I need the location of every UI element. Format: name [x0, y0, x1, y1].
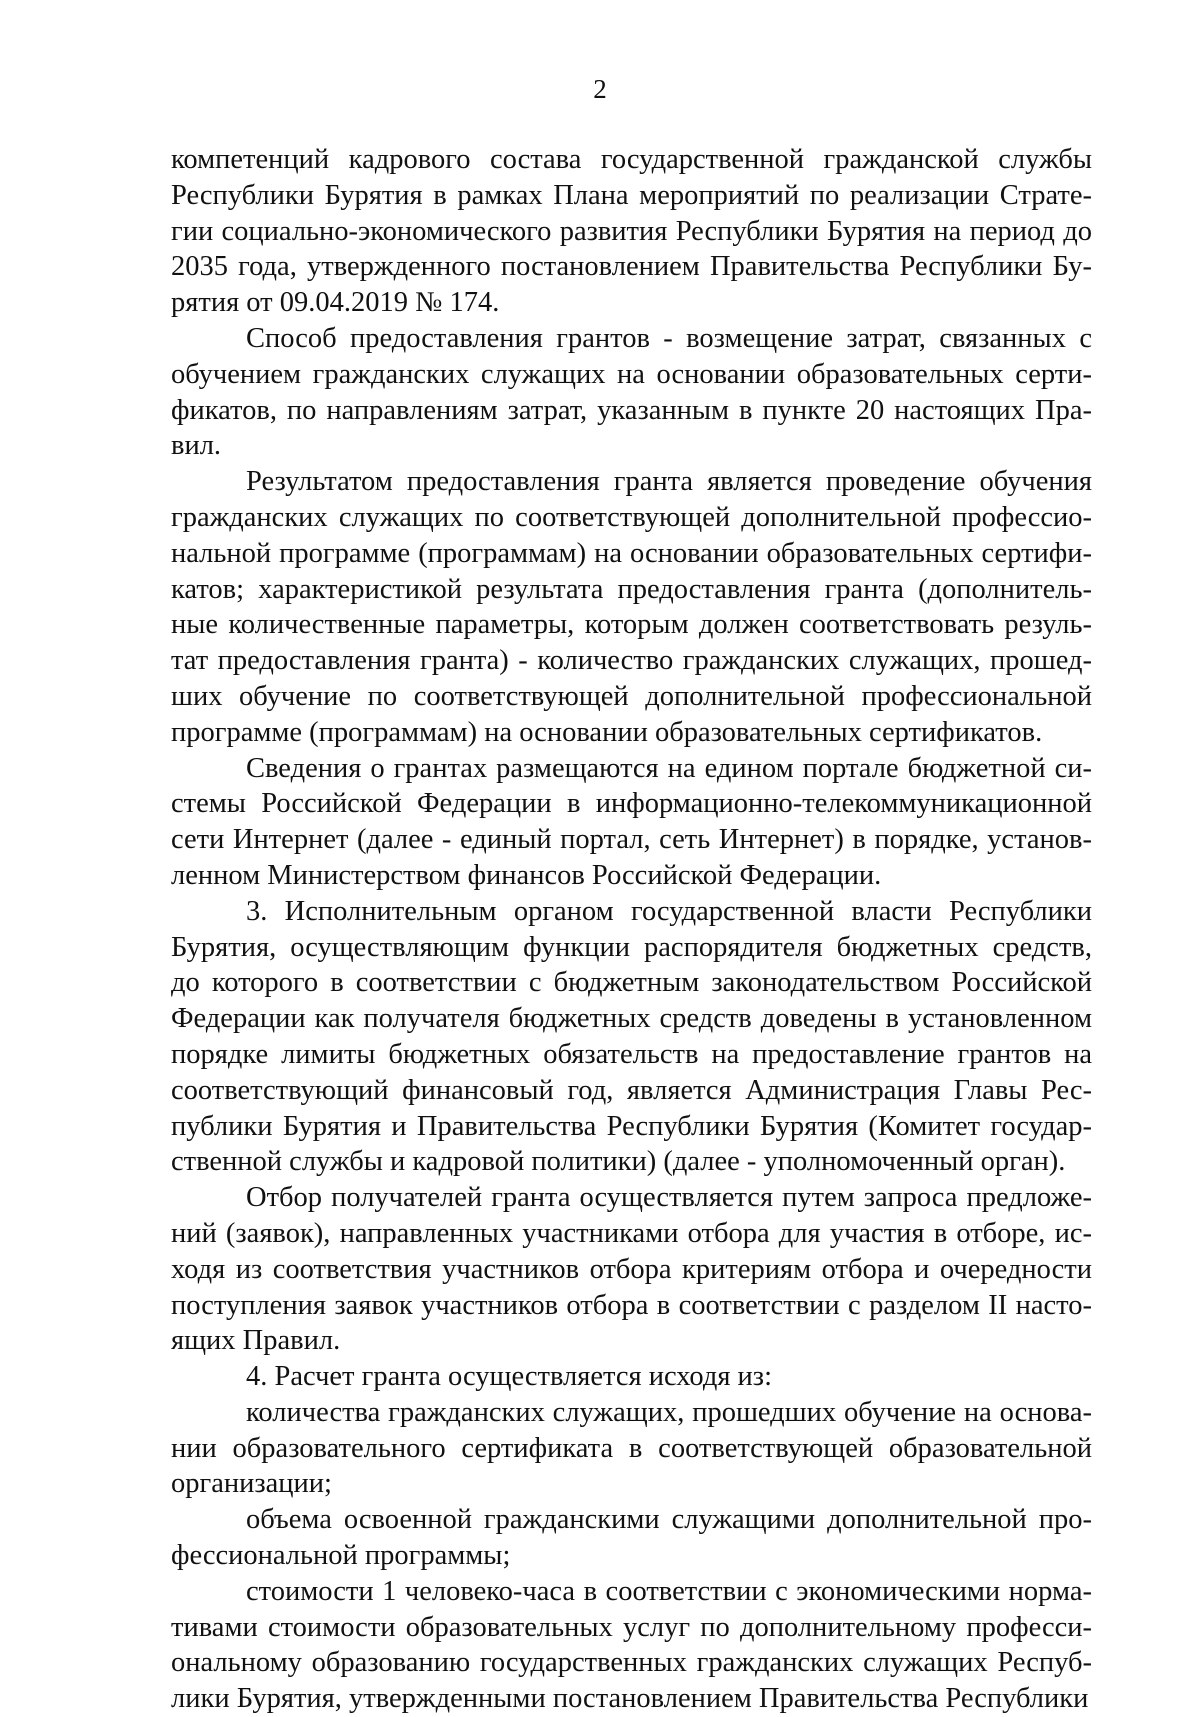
document-body [171, 142, 1092, 1717]
page-number: 2 [593, 74, 607, 104]
paragraph: объема освоенной гражданскими служащими дополнительной профессиональной программы; [171, 1504, 1092, 1572]
paragraph: количества гражданских служащих, прошедших обучение на основании образовательного сертификата в соответствующей образовательной организации; [171, 1396, 1092, 1500]
paragraph: стоимости 1 человеко-часа в соответствии с экономическими нормативами стоимости образовательных услуг по дополнительному профессиональному образованию государственных гражданских служащих Республики Бурятия, утвержденными постановлением Правительства Республики [171, 1575, 1092, 1715]
paragraph: Результатом предоставления гранта является проведение обучения гражданских служащих по соответствующей дополнительной профессиональной программе (программам) на основании образовательных сертификатов; характеристикой результата предоставления гранта (дополнительные количественные параметры, которым должен соответствовать результат предоставления гранта) - количество гражданских служащих, прошедших обучение по соответствующей дополнительной профессиональной программе (программам) на основании образовательных сертификатов. [171, 466, 1092, 748]
paragraph: 4. Расчет гранта осуществляется исходя из: [246, 1361, 772, 1393]
paragraph: 3. Исполнительным органом государственной власти Республики Бурятия, осуществляющим функции распорядителя бюджетных средств, до которого в соответствии с бюджетным законодательством Российской Федерации как получателя бюджетных средств доведены в установленном порядке лимиты бюджетных обязательств на предоставление грантов на соответствующий финансовый год, является Администрация Главы Республики Бурятия и Правительства Республики Бурятия (Комитет государственной службы и кадровой политики) (далее - уполномоченный орган). [171, 895, 1092, 1178]
paragraph: компетенций кадрового состава государственной гражданской службы Республики Бурятия в рамках Плана мероприятий по реализации Стратегии социально-экономического развития Республики Бурятия на период до 2035 года, утвержденного постановлением Правительства Республики Бурятия от 09.04.2019 № 174. [171, 144, 1092, 319]
paragraph: Отбор получателей гранта осуществляется путем запроса предложений (заявок), направленных участниками отбора для участия в отборе, исходя из соответствия участников отбора критериям отбора и очередности поступления заявок участников отбора в соответствии с разделом II настоящих Правил. [171, 1182, 1092, 1357]
paragraph: Сведения о грантах размещаются на едином портале бюджетной системы Российской Федерации в информационно-телекоммуникационной сети Интернет (далее - единый портал, сеть Интернет) в порядке, установленном Министерством финансов Российской Федерации. [171, 752, 1092, 891]
paragraph: Способ предоставления грантов - возмещение затрат, связанных с обучением гражданских служащих на основании образовательных сертификатов, по направлениям затрат, указанным в пункте 20 настоящих Правил. [171, 322, 1092, 462]
